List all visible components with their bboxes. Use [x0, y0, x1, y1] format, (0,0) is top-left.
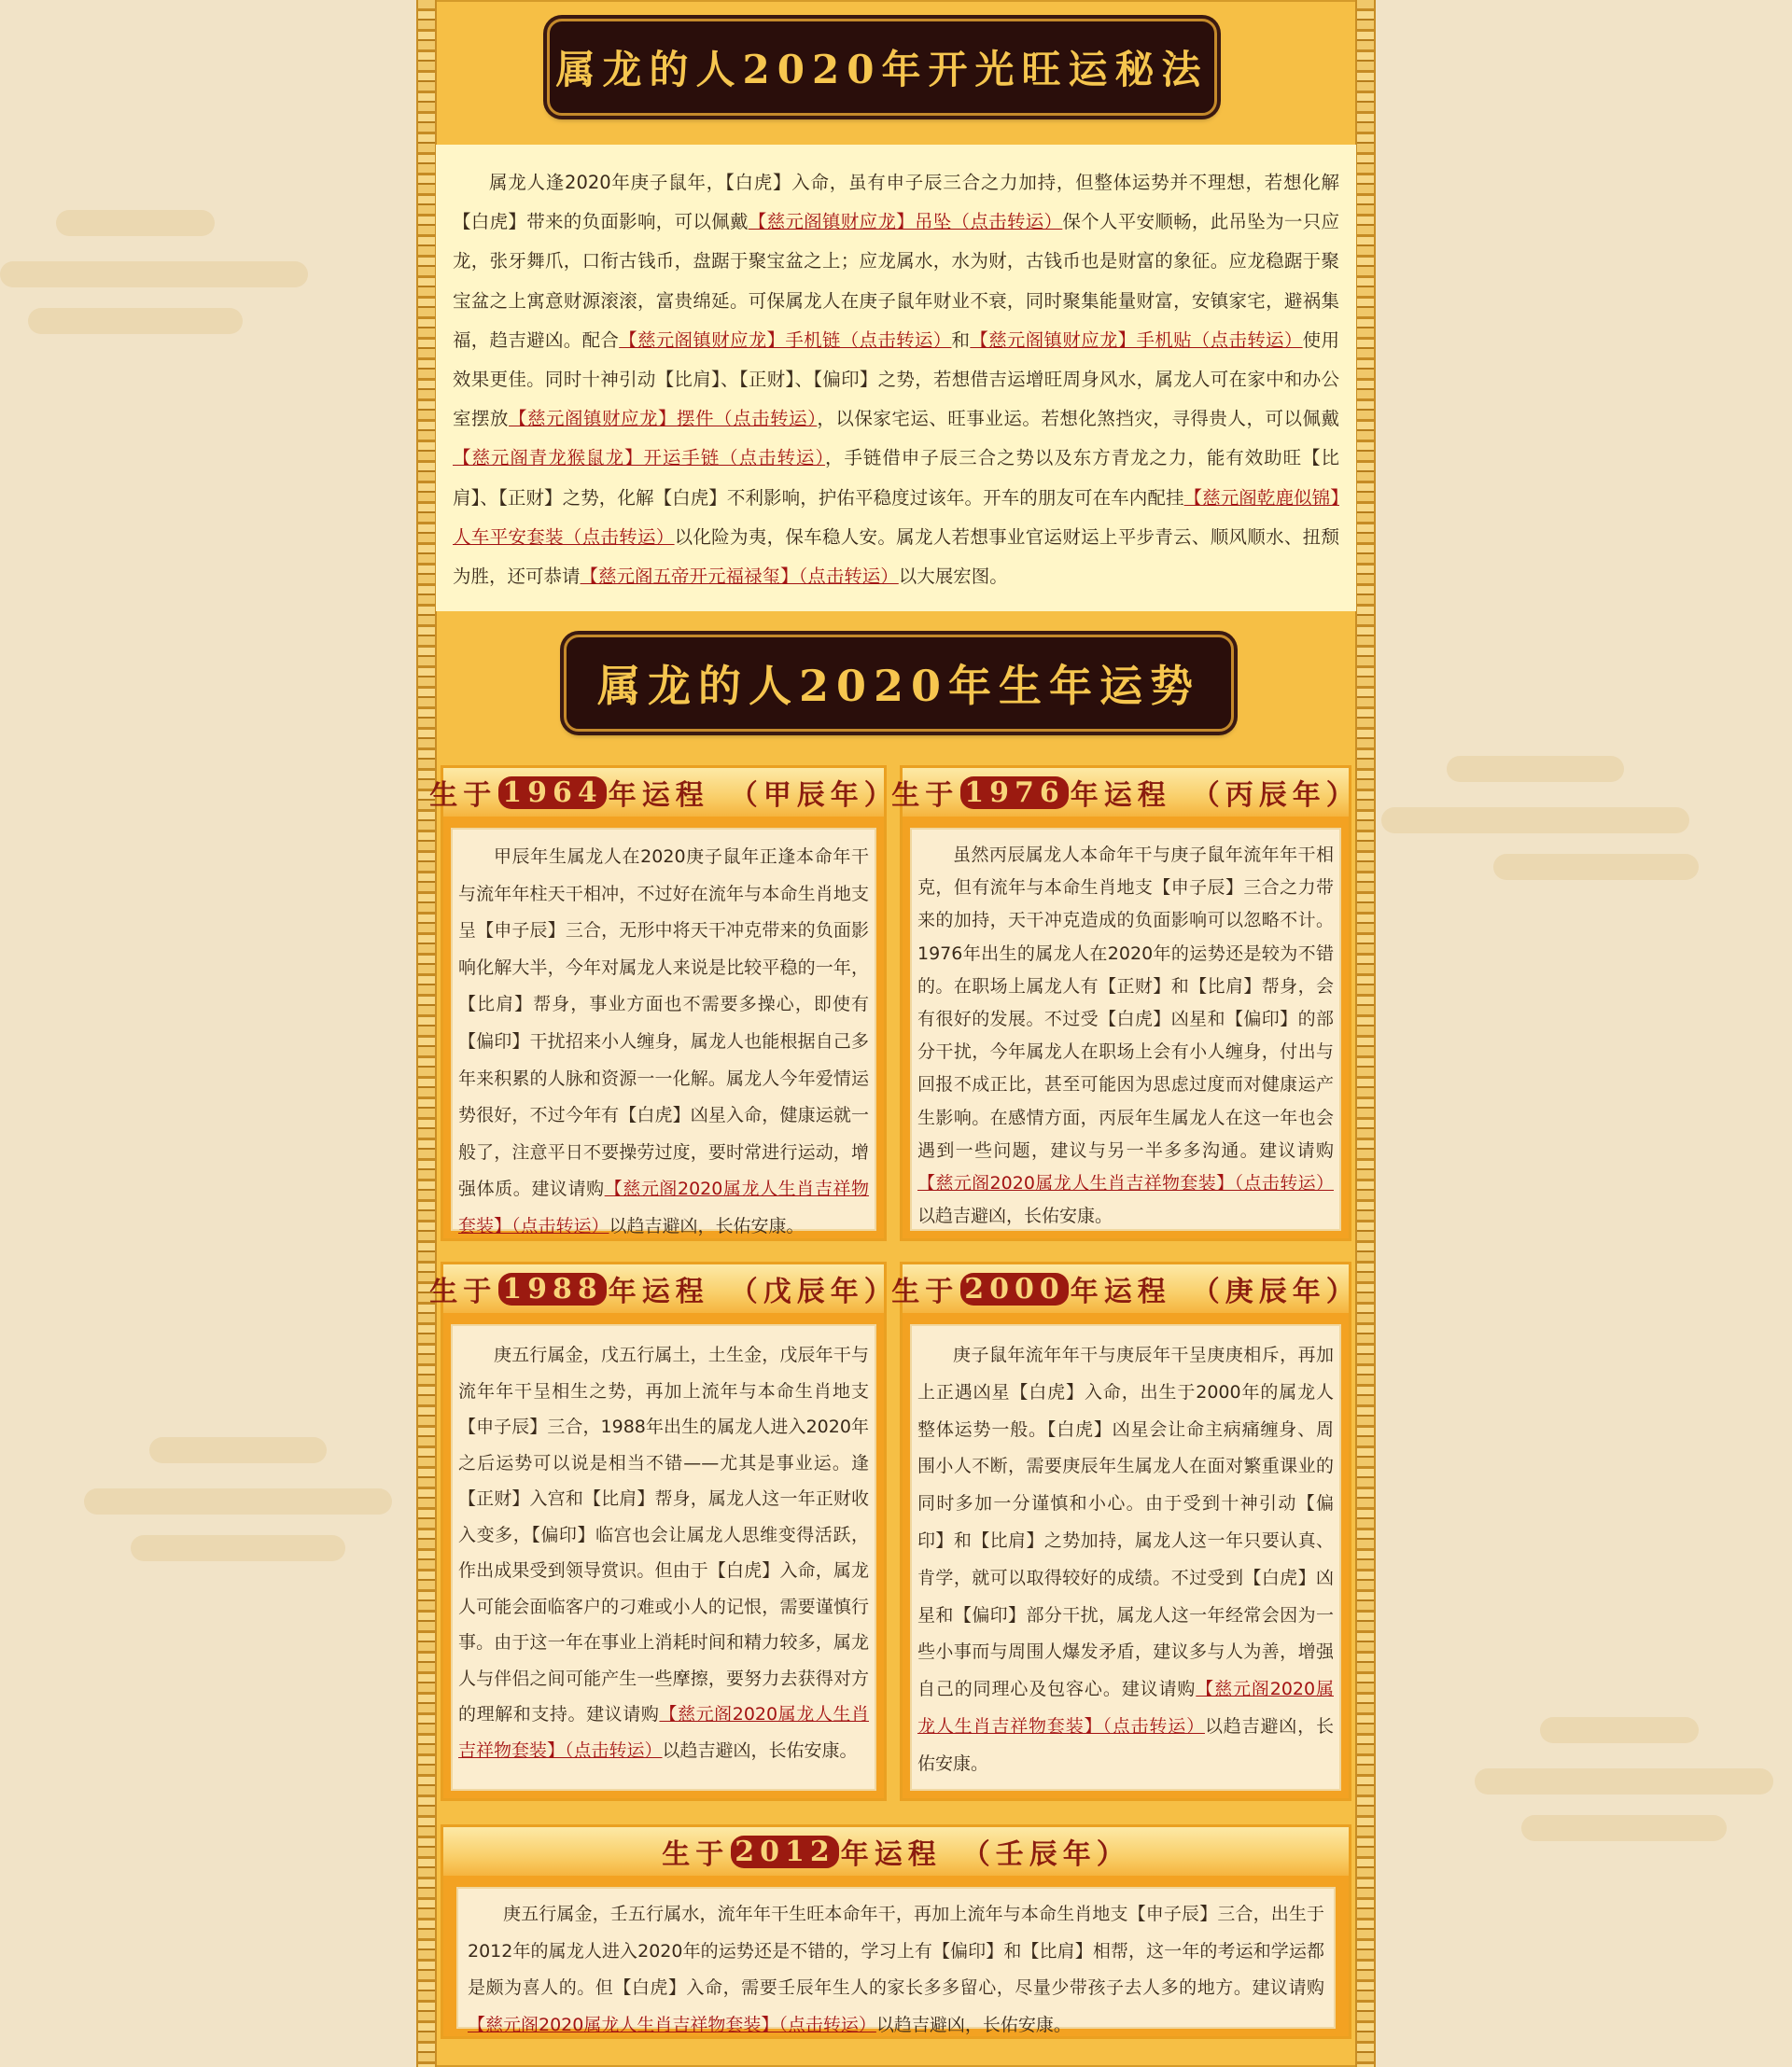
- card-text: 甲辰年生属龙人在2020庚子鼠年正逢本命年干与流年年柱天干相冲，不过好在流年与本命生肖地支呈【申子辰】三合，无形中将天干冲克带来的负面影响化解大半，今年对属龙人来说是比较平稳的一年，【比肩】帮身，事业方面也不需要多操心，即使有【偏印】干扰招来小人缠身，属龙人也能根据自己多年来积累的人脉和资源一一化解。属龙人今年爱情运势很好，不过今年有【白虎】凶星入命，健康运就一般了，注意平日不要操劳过度，要时常进行运动，增强体质。建议请购【慈元阁2020属龙人生肖吉祥物套装】（点击转运）以趋吉避凶，长佑安康。: [451, 828, 876, 1231]
- card-title: 生于 2012 年运程 （壬辰年）: [443, 1827, 1349, 1876]
- card-1988: [429, 1262, 898, 1801]
- link-mascot-set[interactable]: 【慈元阁2020属龙人生肖吉祥物套装】（点击转运）: [917, 1173, 1334, 1194]
- link-mascot-set[interactable]: 【慈元阁2020属龙人生肖吉祥物套装】（点击转运）: [917, 1679, 1334, 1737]
- card-text: 庚子鼠年流年年干与庚辰年干呈庚庚相斥，再加上正遇凶星【白虎】入命，出生于2000年的属龙人整体运势一般。【白虎】凶星会让命主病痛缠身、周围小人不断，需要庚辰年生属龙人在面对繁重课业的同时多加一分谨慎和小心。由于受到十神引动【偏印】和【比肩】之势加持，属龙人这一年只要认真、肯学，就可以取得较好的成绩。不过受到【白虎】凶星和【偏印】部分干扰，属龙人这一年经常会因为一些小事而与周围人爆发矛盾，建议多与人为善，增强自己的同理心及包容心。建议请购【慈元阁2020属龙人生肖吉祥物套装】（点击转运）以趋吉避凶，长佑安康。: [910, 1324, 1341, 1791]
- link-mascot-set[interactable]: 【慈元阁2020属龙人生肖吉祥物套装】（点击转运）: [458, 1704, 869, 1761]
- card-1964: [429, 765, 898, 1241]
- year-badge: 1976: [960, 776, 1069, 809]
- card-title: 生于 1988 年运程 （戊辰年）: [443, 1264, 884, 1313]
- link-mascot-set[interactable]: 【慈元阁2020属龙人生肖吉祥物套装】（点击转运）: [458, 1179, 869, 1236]
- link-mascot-set[interactable]: 【慈元阁2020属龙人生肖吉祥物套装】（点击转运）: [468, 2014, 876, 2035]
- year-badge: 1964: [498, 776, 607, 809]
- card-text: 虽然丙辰属龙人本命年干与庚子鼠年流年年干相克，但有流年与本命生肖地支【申子辰】三合之力带来的加持，天干冲克造成的负面影响可以忽略不计。1976年出生的属龙人在2020年的运势还是较为不错的。在职场上属龙人有【正财】和【比肩】帮身，会有很好的发展。不过受【白虎】凶星和【偏印】的部分干扰，今年属龙人在职场上会有小人缠身，付出与回报不成正比，甚至可能因为思虑过度而对健康运产生影响。在感情方面，丙辰年生属龙人在这一年也会遇到一些问题，建议与另一半多多沟通。建议请购【慈元阁2020属龙人生肖吉祥物套装】（点击转运）以趋吉避凶，长佑安康。: [910, 828, 1341, 1231]
- banner-title-rituals: 属龙的人2020年开光旺运秘法: [547, 19, 1217, 116]
- year-badge: 2000: [960, 1273, 1069, 1306]
- content-column: [416, 0, 1376, 2067]
- link-seal[interactable]: 【慈元阁五帝开元福禄玺】（点击转运）: [580, 566, 899, 588]
- card-title: 生于 1964 年运程 （甲辰年）: [443, 768, 884, 817]
- year-badge: 2012: [731, 1836, 839, 1868]
- link-phone-chain[interactable]: 【慈元阁镇财应龙】手机链（点击转运）: [619, 328, 952, 351]
- banner-title-fortune: 属龙的人2020年生年运势: [564, 635, 1234, 732]
- link-car-set[interactable]: 【慈元阁乾鹿似锦】人车平安套装（点击转运）: [453, 486, 1339, 548]
- link-pendant[interactable]: 【慈元阁镇财应龙】吊坠（点击转运）: [748, 211, 1063, 233]
- year-badge: 1988: [498, 1273, 607, 1306]
- card-title: 生于 1976 年运程 （丙辰年）: [903, 768, 1349, 817]
- card-1976: [891, 765, 1360, 1241]
- card-title: 生于 2000 年运程 （庚辰年）: [903, 1264, 1349, 1313]
- card-2000: [891, 1262, 1360, 1801]
- left-border-pattern: [416, 0, 437, 2067]
- card-text: 庚五行属金，戊五行属土，土生金，戊辰年干与流年年干呈相生之势，再加上流年与本命生肖地支【申子辰】三合，1988年出生的属龙人进入2020年之后运势可以说是相当不错——尤其是事业运。逢【正财】入宫和【比肩】帮身，属龙人这一年正财收入变多，【偏印】临宫也会让属龙人思维变得活跃，作出成果受到领导赏识。但由于【白虎】入命，属龙人可能会面临客户的刁难或小人的记恨，需要谨慎行事。由于这一年在事业上消耗时间和精力较多，属龙人与伴侣之间可能产生一些摩擦，要努力去获得对方的理解和支持。建议请购【慈元阁2020属龙人生肖吉祥物套装】（点击转运）以趋吉避凶，长佑安康。: [451, 1324, 876, 1791]
- link-bracelet[interactable]: 【慈元阁青龙猴鼠龙】开运手链（点击转运）: [453, 447, 826, 469]
- card-text: 庚五行属金，壬五行属水，流年年干生旺本命年干，再加上流年与本命生肖地支【申子辰】三合，出生于2012年的属龙人进入2020年的运势还是不错的，学习上有【偏印】和【比肩】相帮，这一年的考运和学运都是颇为喜人的。但【白虎】入命，需要壬辰年生人的家长多多留心，尽量少带孩子去人多的地方。建议请购【慈元阁2020属龙人生肖吉祥物套装】（点击转运）以趋吉避凶，长佑安康。: [456, 1887, 1336, 2029]
- link-ornament[interactable]: 【慈元阁镇财应龙】摆件（点击转运）: [509, 408, 818, 430]
- card-2012: [441, 1824, 1351, 2039]
- link-phone-sticker[interactable]: 【慈元阁镇财应龙】手机贴（点击转运）: [970, 328, 1303, 351]
- intro-text: 属龙人逢2020年庚子鼠年，【白虎】入命，虽有申子辰三合之力加持，但整体运势并不理想，若想化解【白虎】带来的负面影响，可以佩戴【慈元阁镇财应龙】吊坠（点击转运）保个人平安顺畅，此吊坠为一只应龙，张牙舞爪，口衔古钱币，盘踞于聚宝盆之上；应龙属水，水为财，古钱币也是财富的象征。应龙稳踞于聚宝盆之上寓意财源滚滚，富贵绵延。可保属龙人在庚子鼠年财业不衰，同时聚集能量财富，安镇家宅，避祸集福，趋吉避凶。配合【慈元阁镇财应龙】手机链（点击转运）和【慈元阁镇财应龙】手机贴（点击转运）使用效果更佳。同时十神引动【比肩】、【正财】、【偏印】之势，若想借吉运增旺周身风水，属龙人可在家中和办公室摆放【慈元阁镇财应龙】摆件（点击转运），以保家宅运、旺事业运。若想化煞挡灾，寻得贵人，可以佩戴【慈元阁青龙猴鼠龙】开运手链（点击转运），手链借申子辰三合之势以及东方青龙之力，能有效助旺【比肩】、【正财】之势，化解【白虎】不利影响，护佑平稳度过该年。开车的朋友可在车内配挂【慈元阁乾鹿似锦】人车平安套装（点击转运）以化险为夷，保车稳人安。属龙人若想事业官运财运上平步青云、顺风顺水、扭颓为胜，还可恭请【慈元阁五帝开元福禄玺】（点击转运）以大展宏图。: [436, 145, 1356, 611]
- right-border-pattern: [1355, 0, 1376, 2067]
